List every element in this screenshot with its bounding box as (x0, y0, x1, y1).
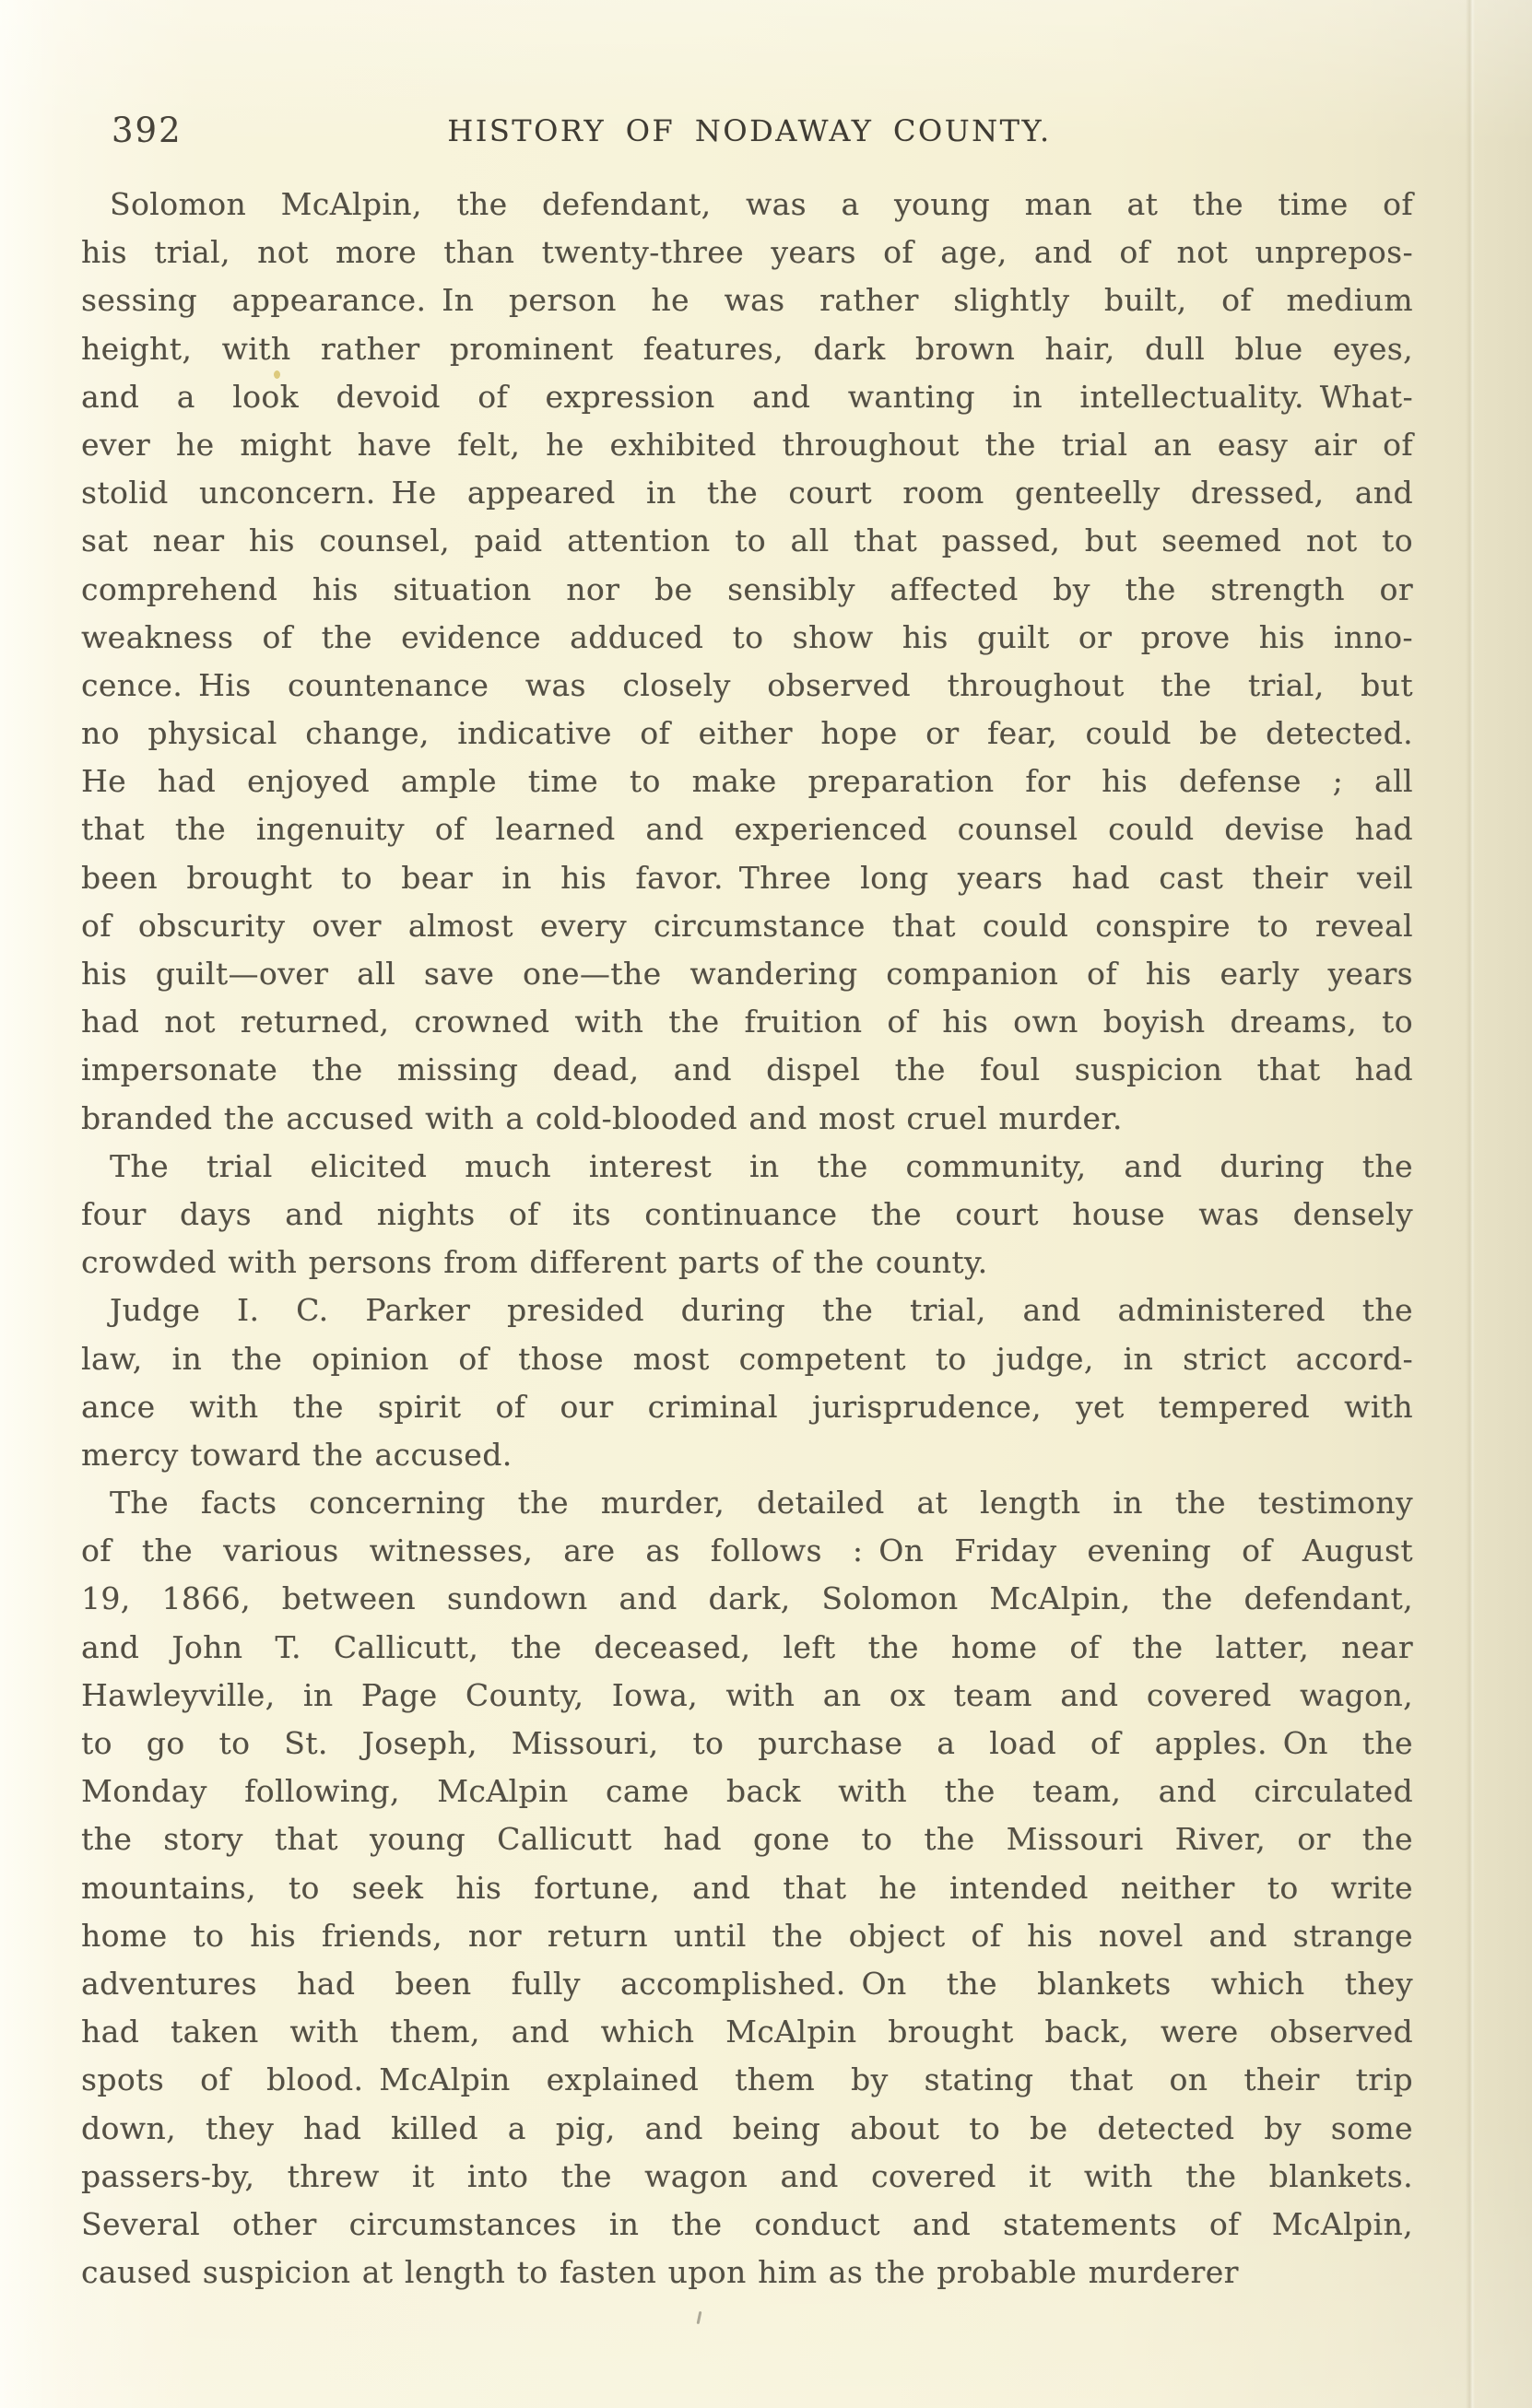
body-line: spots of blood. McAlpin explained them by stating that on their trip (81, 2061, 1413, 2098)
body-line: stolid unconcern. He appeared in the court room genteelly dressed, and (81, 475, 1413, 511)
running-header-title: HISTORY OF NODAWAY COUNTY. (447, 113, 1052, 148)
body-line: no physical change, indicative of either hope or fear, could be detected. (81, 715, 1413, 752)
body-line: his guilt—over all save one—the wandering companion of his early years (81, 956, 1413, 992)
body-line: 19, 1866, between sundown and dark, Solomon McAlpin, the defendant, (81, 1580, 1413, 1617)
body-line: and a look devoid of expression and wanting in intellectuality. What- (81, 378, 1413, 415)
body-line: his trial, not more than twenty-three years of age, and of not unprepos- (81, 234, 1413, 271)
body-line: cence. His countenance was closely observed throughout the trial, but (81, 666, 1413, 703)
page-body (81, 181, 1413, 2296)
body-line: mercy toward the accused. (81, 1436, 513, 1473)
body-line: He had enjoyed ample time to make preparation for his defense ; all (81, 763, 1413, 800)
body-line: and John T. Callicutt, the deceased, left the home of the latter, near (81, 1628, 1413, 1665)
body-line: been brought to bear in his favor. Three long years had cast their veil (81, 859, 1413, 896)
body-line: home to his friends, nor return until the object of his novel and strange (81, 1917, 1413, 1954)
body-line: passers-by, threw it into the wagon and covered it with the blankets. (81, 2157, 1413, 2194)
body-line: The trial elicited much interest in the community, and during the (110, 1147, 1413, 1184)
body-line: sat near his counsel, paid attention to all that passed, but seemed not to (81, 523, 1413, 559)
page-number: 392 (112, 111, 183, 150)
body-line: mountains, to seek his fortune, and that he intended neither to write (81, 1869, 1413, 1906)
body-line: sessing appearance. In person he was rather slightly built, of medium (81, 282, 1413, 319)
body-line: the story that young Callicutt had gone to the Missouri River, or the (81, 1821, 1413, 1858)
body-line: caused suspicion at length to fasten upon him as the probable murderer (81, 2254, 1239, 2291)
body-line: down, they had killed a pig, and being about to be detected by some (81, 2109, 1413, 2146)
body-line: Monday following, McAlpin came back with the team, and circulated (81, 1773, 1413, 1810)
body-line: ever he might have felt, he exhibited throughout the trial an easy air of (81, 426, 1413, 463)
body-line: The facts concerning the murder, detailed at length in the testimony (110, 1485, 1413, 1521)
body-line: to go to St. Joseph, Missouri, to purchase a load of apples. On the (81, 1725, 1413, 1761)
body-line: crowded with persons from different parts of the county. (81, 1244, 988, 1281)
body-line: four days and nights of its continuance the court house was densely (81, 1195, 1413, 1232)
body-line: had taken with them, and which McAlpin brought back, were observed (81, 2014, 1413, 2050)
body-line: impersonate the missing dead, and dispel the foul suspicion that had (81, 1051, 1413, 1088)
body-line: Several other circumstances in the conduct and statements of McAlpin, (81, 2205, 1413, 2242)
body-line: that the ingenuity of learned and experienced counsel could devise had (81, 811, 1413, 848)
page-crease (1466, 0, 1475, 2408)
stray-ink-mark (697, 2311, 702, 2324)
body-line: Solomon McAlpin, the defendant, was a young man at the time of (110, 186, 1413, 222)
body-line: of the various witnesses, are as follows : On Friday evening of August (81, 1533, 1413, 1569)
body-line: law, in the opinion of those most competent to judge, in strict accord- (81, 1340, 1413, 1377)
body-line: Hawleyville, in Page County, Iowa, with an ox team and covered wagon, (81, 1676, 1413, 1713)
body-line: ance with the spirit of our criminal jurisprudence, yet tempered with (81, 1388, 1413, 1425)
paper-fleck (274, 370, 280, 379)
body-line: weakness of the evidence adduced to show his guilt or prove his inno- (81, 618, 1413, 655)
body-line: comprehend his situation nor be sensibly affected by the strength or (81, 570, 1413, 607)
body-line: of obscurity over almost every circumstance that could conspire to reveal (81, 907, 1413, 944)
body-line: Judge I. C. Parker presided during the trial, and administered the (110, 1292, 1413, 1329)
body-line: adventures had been fully accomplished. On the blankets which they (81, 1965, 1413, 2002)
body-line: height, with rather prominent features, dark brown hair, dull blue eyes, (81, 330, 1413, 367)
body-line: branded the accused with a cold-blooded and most cruel murder. (81, 1099, 1123, 1136)
page-header (0, 111, 1532, 151)
body-line: had not returned, crowned with the fruition of his own boyish dreams, to (81, 1004, 1413, 1040)
